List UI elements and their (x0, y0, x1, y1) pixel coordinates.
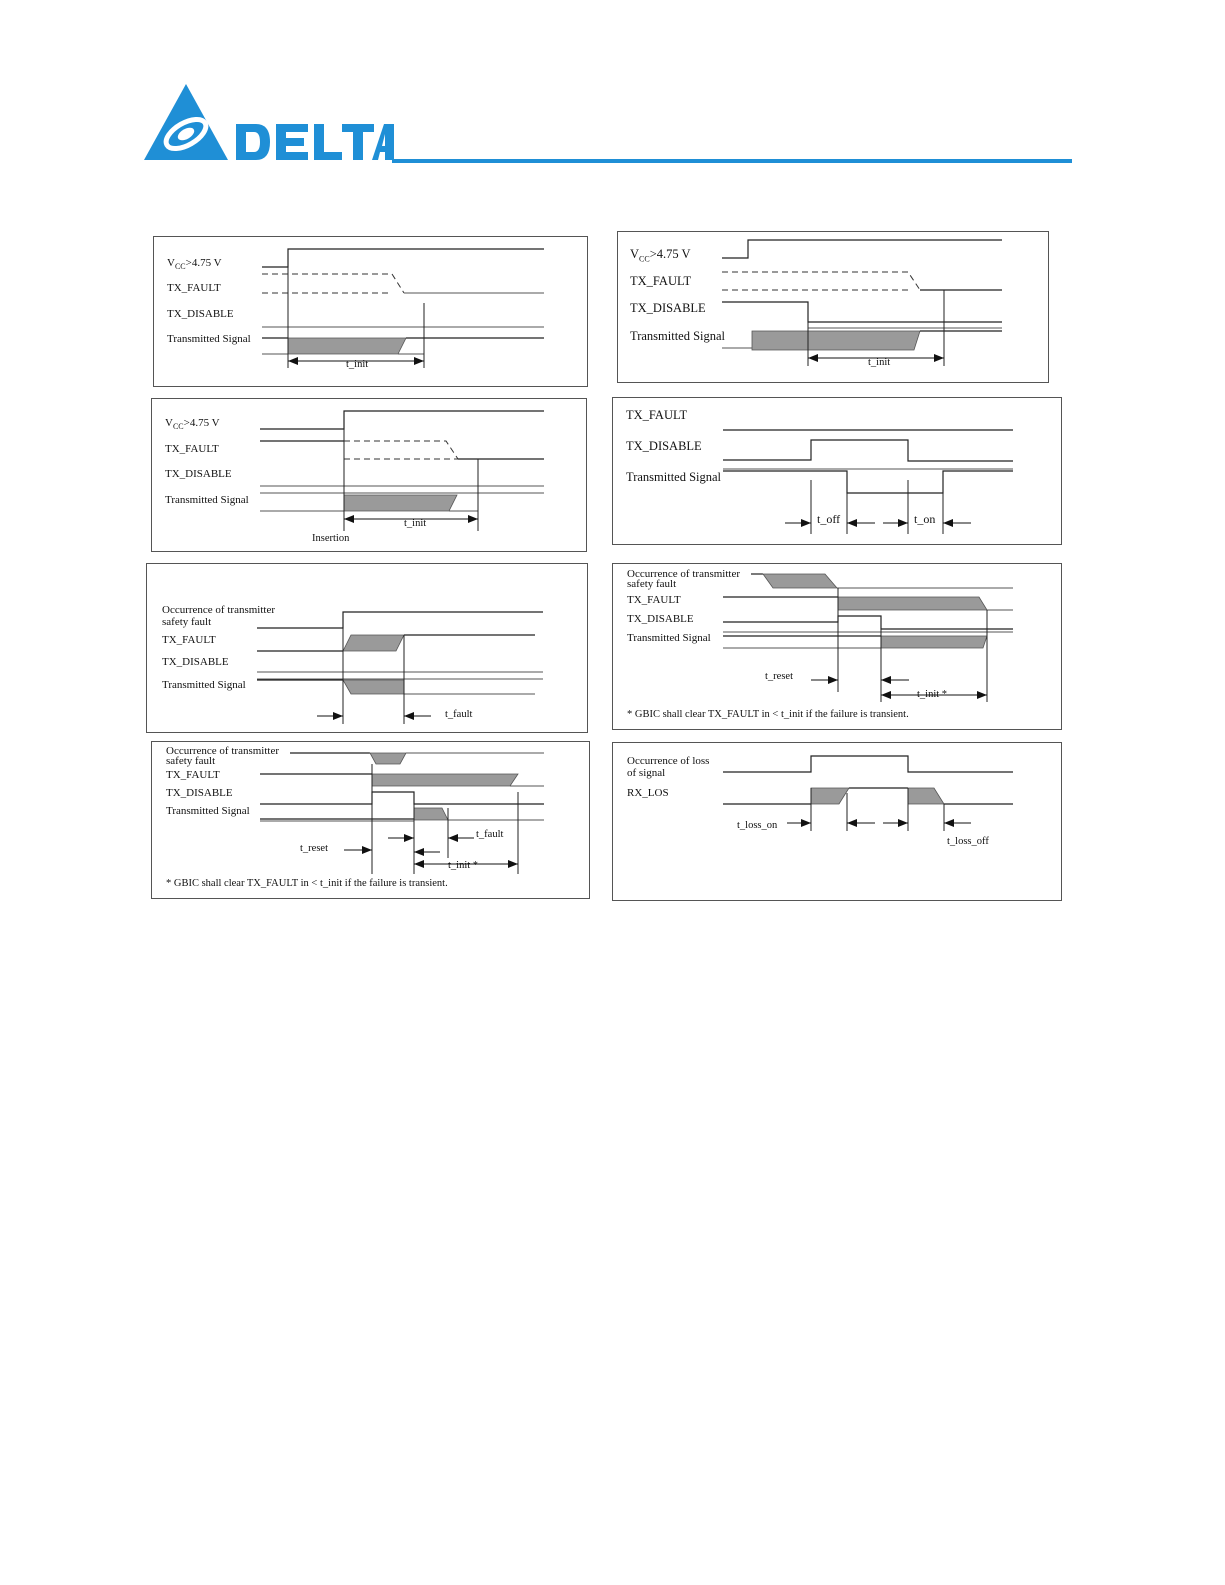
tx-fault-label: TX_FAULT (630, 274, 692, 288)
transmitted-signal-label: Transmitted Signal (630, 329, 726, 343)
timing-diagram-safety-fault (146, 563, 588, 733)
tx-fault-label: TX_FAULT (162, 634, 216, 646)
occurrence-label-line1: Occurrence of transmitter (166, 745, 279, 757)
t-loss-off-label: t_loss_off (947, 836, 989, 847)
timing-waveforms (613, 564, 1063, 731)
t-reset-label: t_reset (300, 843, 328, 854)
tx-disable-label: TX_DISABLE (165, 468, 232, 480)
tx-fault-label: TX_FAULT (166, 769, 220, 781)
t-init-label: t_init (404, 518, 427, 529)
transmitted-signal-label: Transmitted Signal (166, 805, 250, 817)
timing-diagram-tx-disable (612, 397, 1062, 545)
rx-los-label: RX_LOS (627, 787, 669, 799)
transmitted-signal-label: Transmitted Signal (165, 494, 249, 506)
insertion-label: Insertion (312, 533, 350, 544)
tx-fault-label: TX_FAULT (626, 408, 688, 422)
transmitted-signal-label: Transmitted Signal (626, 470, 722, 484)
timing-diagram-power-on (153, 236, 588, 387)
t-on-label: t_on (914, 512, 936, 526)
occurrence-label-line2: of signal (627, 767, 666, 779)
t-init-label: t_init * (917, 689, 948, 700)
t-init-label: t_init (346, 359, 369, 370)
tx-disable-label: TX_DISABLE (167, 308, 234, 320)
vcc-label: $V_{CC}>4.75$ V (630, 247, 691, 264)
timing-diagram-power-on-disabled (617, 231, 1049, 383)
t-loss-on-label: t_loss_on (737, 820, 778, 831)
occurrence-label-line1: Occurrence of transmitter (627, 568, 740, 580)
footnote: * GBIC shall clear TX_FAULT in < t_init if the failure is transient. (166, 878, 448, 889)
t-init-label: t_init * (448, 860, 479, 871)
vcc-label: $V_{CC}>4.75$ V (165, 417, 220, 432)
tx-disable-label: TX_DISABLE (626, 439, 702, 453)
occurrence-label-line2: safety fault (162, 616, 212, 628)
t-fault-label: t_fault (445, 709, 473, 720)
transmitted-signal-label: Transmitted Signal (167, 333, 251, 345)
timing-diagram-fault-reset (612, 563, 1062, 730)
occurrence-label-line2: safety fault (166, 755, 216, 767)
t-reset-label: t_reset (765, 671, 793, 682)
timing-waveforms (147, 564, 589, 734)
vcc-label: $V_{CC}>4.75$ V (167, 257, 222, 272)
t-off-label: t_off (817, 512, 841, 526)
timing-diagram-loss-of-signal (612, 742, 1062, 901)
t-fault-label: t_fault (476, 829, 504, 840)
timing-diagram-fault-reset-retrigger (151, 741, 590, 899)
header-rule (392, 159, 1072, 163)
page-header (0, 0, 1225, 200)
tx-disable-label: TX_DISABLE (162, 656, 229, 668)
tx-disable-label: TX_DISABLE (166, 787, 233, 799)
tx-fault-label: TX_FAULT (167, 282, 221, 294)
transmitted-signal-label: Transmitted Signal (162, 679, 246, 691)
occurrence-label-line1: Occurrence of loss (627, 755, 710, 767)
timing-diagram-insertion (151, 398, 587, 552)
tx-disable-label: TX_DISABLE (627, 613, 694, 625)
transmitted-signal-label: Transmitted Signal (627, 632, 711, 644)
tx-fault-label: TX_FAULT (627, 594, 681, 606)
timing-waveforms (152, 742, 591, 900)
t-init-label: t_init (868, 357, 891, 368)
occurrence-label-line2: safety fault (627, 578, 677, 590)
footnote: * GBIC shall clear TX_FAULT in < t_init if the failure is transient. (627, 709, 909, 720)
occurrence-label-line1: Occurrence of transmitter (162, 604, 275, 616)
tx-fault-label: TX_FAULT (165, 443, 219, 455)
delta-logo (144, 84, 394, 164)
tx-disable-label: TX_DISABLE (630, 301, 706, 315)
